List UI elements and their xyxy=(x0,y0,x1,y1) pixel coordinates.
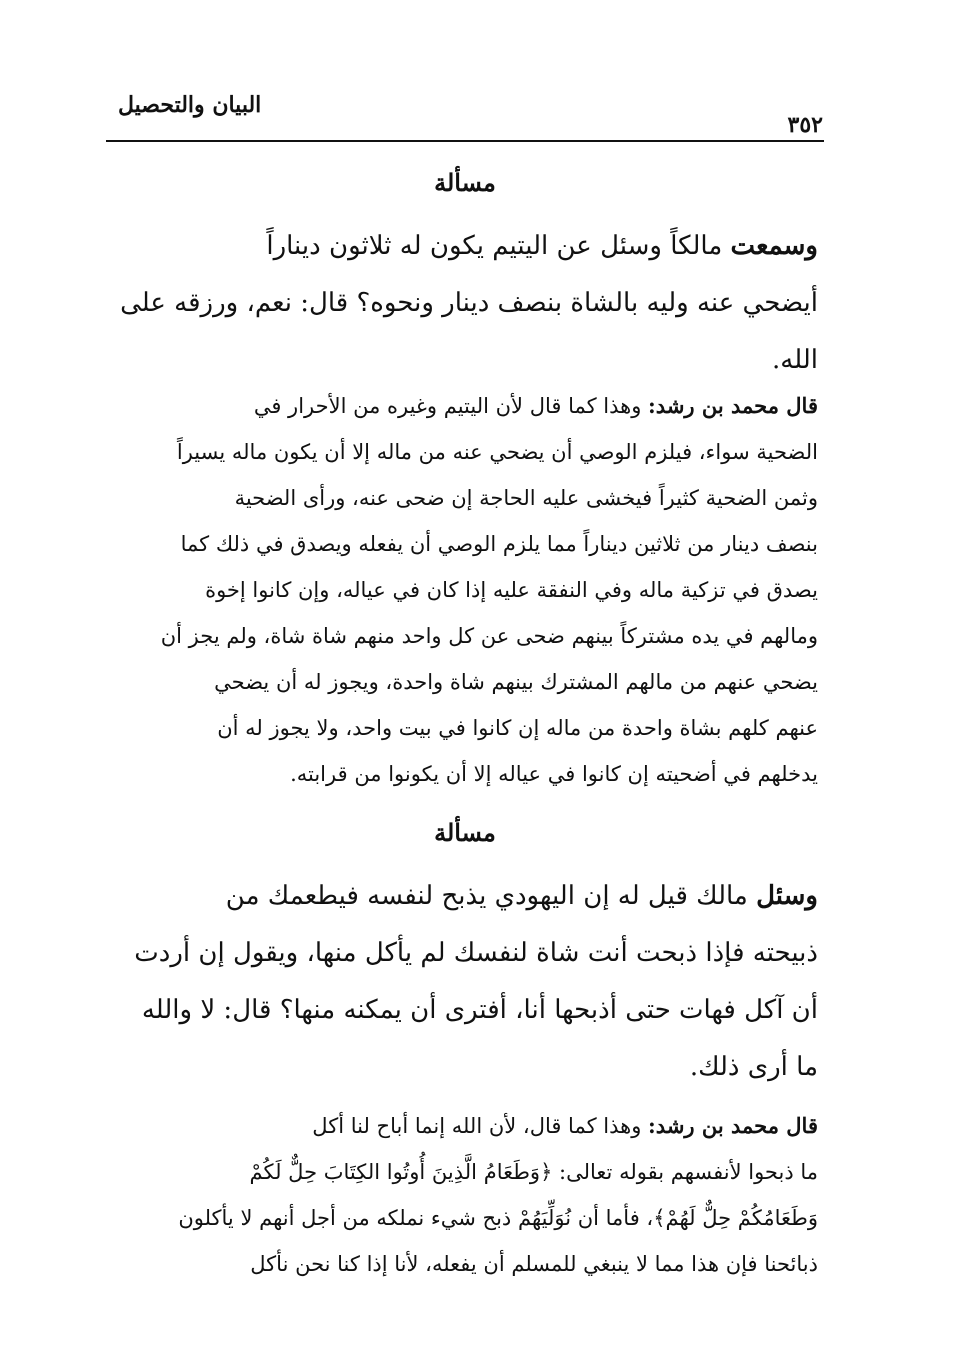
commentary-line: بنصف دينار من ثلاثين ديناراً مما يلزم الوصي أن يفعله ويصدق في ذلك كما xyxy=(180,532,818,556)
question-line: وسئل مالك قيل له إن اليهودي يذبح لنفسه فيطعمك من xyxy=(225,881,818,911)
commentary-line: وَطَعَامُكُمْ حِلٌّ لَهُمْ﴾، فأما أن نُوَلِّيَهُمْ ذبح شيء نملكه من أجل أنهم لا يأكلون xyxy=(178,1206,818,1230)
question-line: الله. xyxy=(772,345,818,375)
commentary-line: يدخلهم في أضحيته إن كانوا في عياله إلا أن يكونوا من قرابته. xyxy=(290,762,818,786)
question-line: وسمعت مالكاً وسئل عن اليتيم يكون له ثلاثون ديناراً xyxy=(266,231,818,261)
question-line: ما أرى ذلك. xyxy=(689,1052,818,1082)
commentary-line: يصدق في تزكية ماله وفي النفقة عليه إذا كان في عياله، وإن كانوا إخوة xyxy=(205,578,818,602)
question-line: أيضحي عنه وليه بالشاة بنصف دينار ونحوه؟ قال: نعم، ورزقه على xyxy=(120,288,818,318)
commentary-line: ومالهم في يده مشتركاً بينهم ضحى عن كل واحد منهم شاة شاة، ولم يجز أن xyxy=(160,624,818,648)
question-lead: وسمعت xyxy=(730,231,818,261)
commentary-line: وثمن الضحية كثيراً فيخشى عليه الحاجة إن ضحى عنه، ورأى الضحية xyxy=(234,486,818,510)
commentary-line: قال محمد بن رشد: وهذا كما قال لأن اليتيم وغيره من الأحرار في xyxy=(253,393,818,418)
commentary-line: قال محمد بن رشد: وهذا كما قال، لأن الله إنما أباح لنا أكل xyxy=(312,1113,818,1138)
commentary-lead: قال محمد بن رشد: xyxy=(648,393,818,418)
commentary-paragraph-2 xyxy=(106,1103,818,1287)
question-paragraph-2 xyxy=(106,868,818,1096)
commentary-line: الضحية سواء، فيلزم الوصي أن يضحي عنه من ماله إلا أن يكون ماله يسيراً xyxy=(176,440,818,464)
commentary-line: عنهم كلهم بشاة واحدة من ماله إن كانوا في بيت واحد، ولا يجوز له أن xyxy=(217,716,818,740)
question-paragraph-1 xyxy=(106,218,818,389)
question-line: ذبيحته فإذا ذبحت أنت شاة لنفسك لم يأكل منها، ويقول إن أردت xyxy=(134,938,818,968)
header-divider xyxy=(106,140,824,142)
section-heading-1: مسألة xyxy=(434,168,496,197)
commentary-line: ذبائحنا فإن هذا مما لا ينبغي للمسلم أن يفعله، لأنا إذا كنا نحن نأكل xyxy=(250,1252,818,1276)
question-lead: وسئل xyxy=(756,881,818,911)
commentary-paragraph-1 xyxy=(106,383,818,797)
page-number: ٣٥٢ xyxy=(787,112,823,138)
running-header-title: البيان والتحصيل xyxy=(118,92,262,118)
commentary-line: ما ذبحوا لأنفسهم بقوله تعالى: ﴿وَطَعَامُ الَّذِينَ أُوتُوا الكِتَابَ حِلٌّ لَكُمْ xyxy=(249,1160,818,1184)
section-heading-2: مسألة xyxy=(434,818,496,847)
commentary-line: يضحي عنهم من مالهم المشترك بينهم شاة واحدة، ويجوز له أن يضحي xyxy=(214,670,818,694)
question-line: أن آكل فهات حتى أذبحها أنا، أفترى أن يمكنه منها؟ قال: لا والله xyxy=(141,995,818,1025)
commentary-lead: قال محمد بن رشد: xyxy=(648,1113,818,1138)
